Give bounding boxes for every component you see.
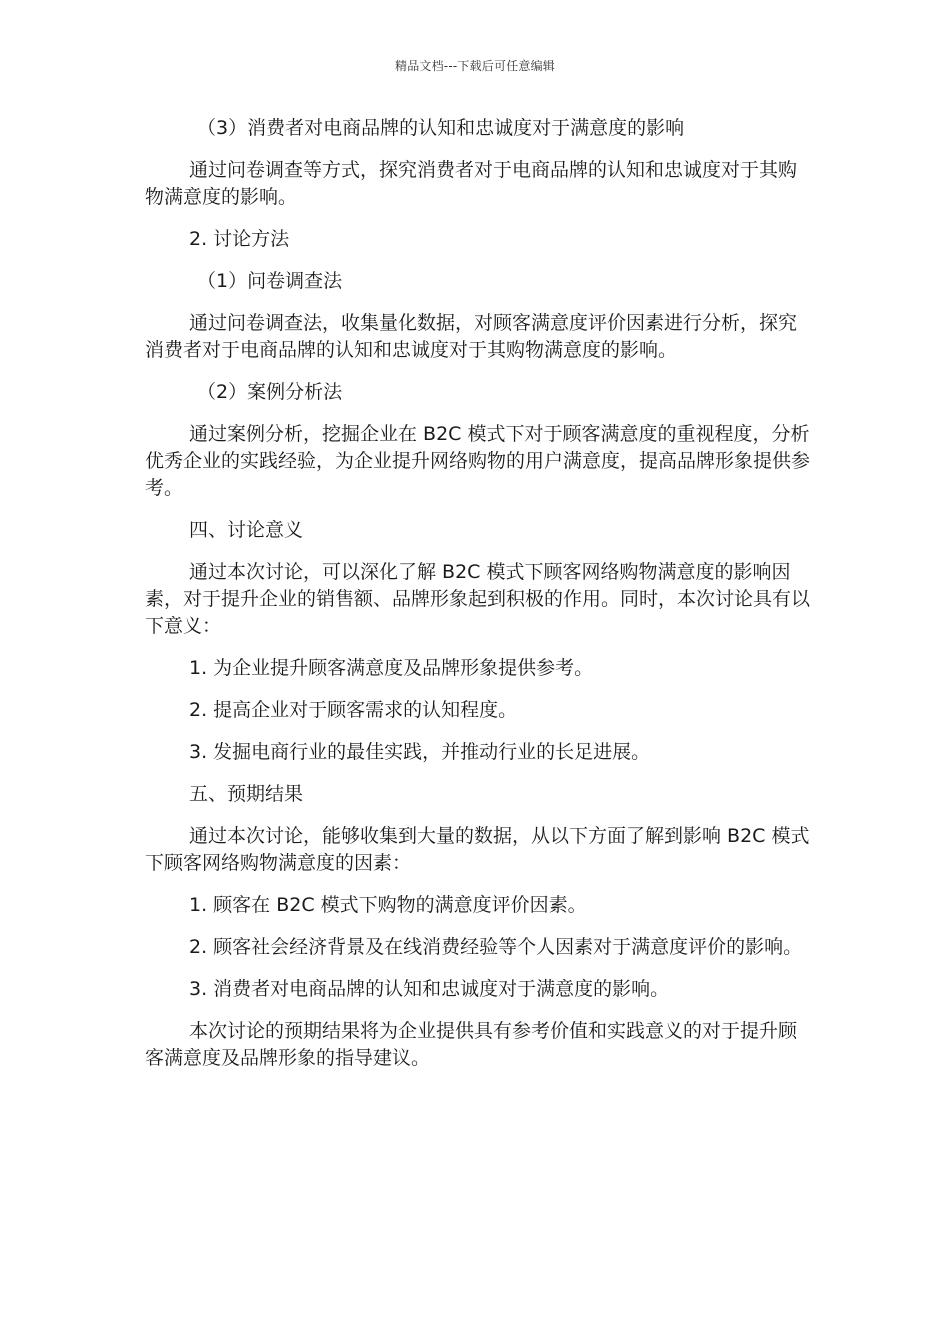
subheading-3: （3）消费者对电商品牌的认知和忠诚度对于满意度的影响: [197, 117, 685, 139]
paragraph: 通过本次讨论，能够收集到大量的数据，从以下方面了解到影响 B2C 模式下顾客网络购物满意度的因素：: [145, 825, 810, 874]
list-item: 3. 消费者对电商品牌的认知和忠诚度对于满意度的影响。: [189, 978, 670, 1000]
list-item: 1. 为企业提升顾客满意度及品牌形象提供参考。: [189, 657, 594, 679]
section-heading-methods: 2. 讨论方法: [189, 228, 290, 250]
subheading-2: （2）案例分析法: [197, 381, 343, 403]
header-watermark: 精品文档---下载后可任意编辑: [395, 59, 555, 73]
subheading-1: （1）问卷调查法: [197, 270, 343, 292]
list-item: 3. 发掘电商行业的最佳实践，并推动行业的长足进展。: [189, 741, 651, 763]
list-item: 2. 顾客社会经济背景及在线消费经验等个人因素对于满意度评价的影响。: [189, 936, 803, 958]
paragraph: 本次讨论的预期结果将为企业提供具有参考价值和实践意义的对于提升顾客满意度及品牌形象的指导建议。: [145, 1020, 798, 1069]
document-body: [145, 115, 815, 1087]
list-item: 1. 顾客在 B2C 模式下购物的满意度评价因素。: [189, 894, 587, 916]
list-item: 2. 提高企业对于顾客需求的认知程度。: [189, 699, 518, 721]
paragraph: 通过案例分析，挖掘企业在 B2C 模式下对于顾客满意度的重视程度，分析优秀企业的实践经验，为企业提升网络购物的用户满意度，提高品牌形象提供参考。: [145, 423, 811, 499]
paragraph: 通过问卷调查等方式，探究消费者对于电商品牌的认知和忠诚度对于其购物满意度的影响。: [145, 159, 798, 208]
section-heading-results: 五、预期结果: [189, 783, 304, 805]
section-heading-significance: 四、讨论意义: [189, 519, 304, 541]
paragraph: 通过本次讨论，可以深化了解 B2C 模式下顾客网络购物满意度的影响因素，对于提升企业的销售额、品牌形象起到积极的作用。同时，本次讨论具有以下意义：: [145, 561, 811, 637]
paragraph: 通过问卷调查法，收集量化数据，对顾客满意度评价因素进行分析，探究消费者对于电商品牌的认知和忠诚度对于其购物满意度的影响。: [145, 312, 798, 361]
